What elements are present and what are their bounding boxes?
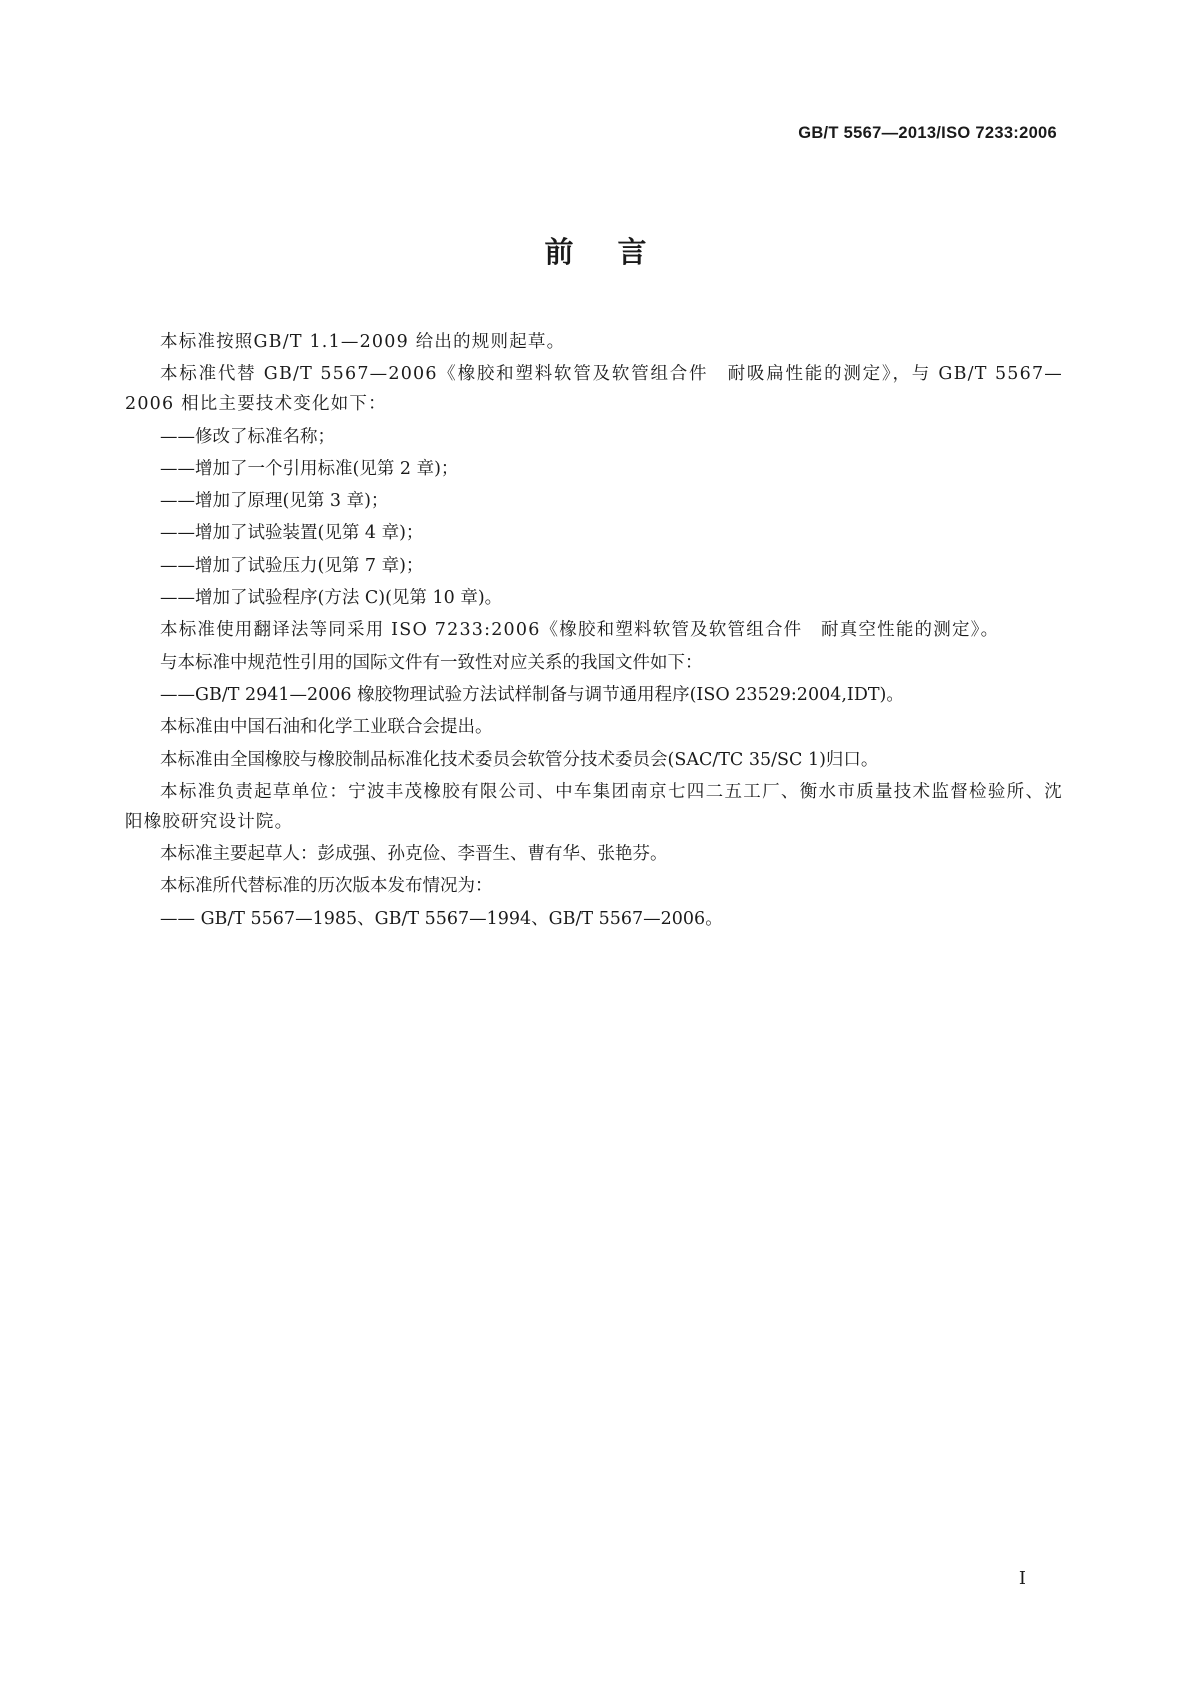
reference-item: ——GB/T 2941—2006 橡胶物理试验方法试样制备与调节通用程序(ISO 23529:2004,IDT)。 xyxy=(160,684,904,705)
paragraph-drafting-units: 本标准负责起草单位：宁波丰茂橡胶有限公司、中车集团南京七四二五工厂、衡水市质量技术监督检验所、沈阳橡胶研究设计院。 xyxy=(125,781,1063,832)
page-number: I xyxy=(1018,1568,1026,1589)
change-item-1: ——修改了标准名称； xyxy=(160,426,335,447)
paragraph-drafting-rules: 本标准按照GB/T 1.1—2009 给出的规则起草。 xyxy=(160,332,566,352)
change-item-5: ——增加了试验压力(见第 7 章)； xyxy=(160,555,424,576)
paragraph-administration: 本标准由全国橡胶与橡胶制品标准化技术委员会软管分技术委员会(SAC/TC 35/SC 1)归口。 xyxy=(160,749,879,770)
foreword-body xyxy=(125,327,1063,936)
paragraph-history: 本标准所代替标准的历次版本发布情况为： xyxy=(160,876,493,897)
change-item-3: ——增加了原理(见第 3 章)； xyxy=(160,491,389,512)
change-item-4: ——增加了试验装置(见第 4 章)； xyxy=(160,523,424,544)
paragraph-adoption: 本标准使用翻译法等同采用 ISO 7233:2006《橡胶和塑料软管及软管组合件 耐真空性能的测定》。 xyxy=(160,620,1000,641)
standard-id-header: GB/T 5567—2013/ISO 7233:2006 xyxy=(798,124,1057,142)
history-item: —— GB/T 5567—1985、GB/T 5567—1994、GB/T 5567—2006。 xyxy=(160,908,723,929)
paragraph-proposer: 本标准由中国石油和化学工业联合会提出。 xyxy=(160,717,493,738)
paragraph-replaces: 本标准代替 GB/T 5567—2006《橡胶和塑料软管及软管组合件 耐吸扁性能的测定》，与 GB/T 5567—2006 相比主要技术变化如下： xyxy=(125,364,1063,415)
change-item-2: ——增加了一个引用标准(见第 2 章)； xyxy=(160,458,459,479)
paragraph-correspondence: 与本标准中规范性引用的国际文件有一致性对应关系的我国文件如下： xyxy=(160,652,703,673)
page-title: 前言 xyxy=(544,235,691,269)
change-item-6: ——增加了试验程序(方法 C)(见第 10 章)。 xyxy=(160,588,503,609)
paragraph-drafters: 本标准主要起草人：彭成强、孙克俭、李晋生、曹有华、张艳芬。 xyxy=(160,844,668,865)
